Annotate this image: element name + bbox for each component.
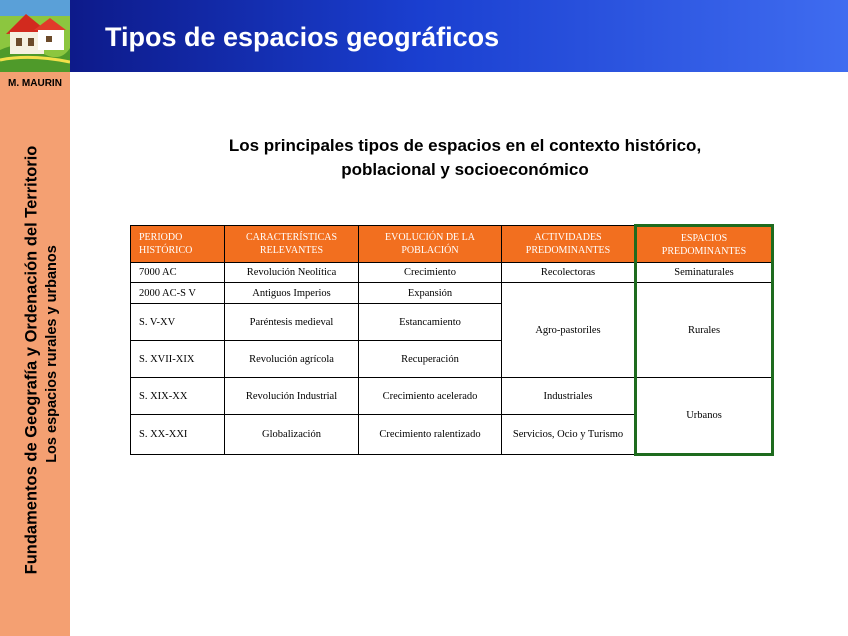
period-cell: 2000 AC-S V — [131, 283, 225, 304]
course-title: Fundamentos de Geografía y Ordenación del Territorio — [22, 145, 41, 575]
farmhouse-logo-icon — [0, 0, 70, 72]
space-cell: Rurales — [636, 283, 773, 378]
header-cell-population: EVOLUCIÓN DE LA POBLACIÓN — [359, 226, 502, 263]
header-bar — [70, 0, 848, 72]
period-cell: S. XIX-XX — [131, 378, 225, 415]
spaces-table — [130, 224, 774, 456]
table-row — [131, 378, 773, 415]
period-cell: S. V-XV — [131, 304, 225, 341]
space-cell: Seminaturales — [636, 263, 773, 283]
table-row — [131, 263, 773, 283]
population-cell: Estancamiento — [359, 304, 502, 341]
slide-title: Tipos de espacios geográficos — [105, 22, 500, 52]
period-cell: S. XX-XXI — [131, 415, 225, 455]
characteristic-cell: Globalización — [225, 415, 359, 455]
characteristic-cell: Paréntesis medieval — [225, 304, 359, 341]
logo — [0, 0, 70, 72]
population-cell: Recuperación — [359, 341, 502, 378]
header-cell-period: PERIODO HISTÓRICO — [131, 226, 225, 263]
characteristic-cell: Revolución Industrial — [225, 378, 359, 415]
population-cell: Crecimiento ralentizado — [359, 415, 502, 455]
activity-cell: Servicios, Ocio y Turismo — [502, 415, 636, 455]
author-label: M. MAURIN — [8, 78, 62, 89]
course-subtitle: Los espacios rurales y urbanos — [44, 245, 60, 463]
characteristic-cell: Revolución agrícola — [225, 341, 359, 378]
population-cell: Crecimiento — [359, 263, 502, 283]
table-header-row — [131, 226, 773, 263]
activity-cell: Agro-pastoriles — [502, 283, 636, 378]
activity-cell: Recolectoras — [502, 263, 636, 283]
characteristic-cell: Antiguos Imperios — [225, 283, 359, 304]
period-cell: S. XVII-XIX — [131, 341, 225, 378]
table-row — [131, 283, 773, 304]
activity-cell: Industriales — [502, 378, 636, 415]
header-cell-spaces: ESPACIOS PREDOMINANTES — [636, 226, 773, 263]
header-cell-characteristics: CARACTERÍSTICAS RELEVANTES — [225, 226, 359, 263]
space-cell: Urbanos — [636, 378, 773, 455]
characteristic-cell: Revolución Neolítica — [225, 263, 359, 283]
population-cell: Crecimiento acelerado — [359, 378, 502, 415]
content-subtitle: Los principales tipos de espacios en el contexto histórico, poblacional y socioeconómico — [228, 136, 702, 179]
header-cell-activities: ACTIVIDADES PREDOMINANTES — [502, 226, 636, 263]
period-cell: 7000 AC — [131, 263, 225, 283]
population-cell: Expansión — [359, 283, 502, 304]
